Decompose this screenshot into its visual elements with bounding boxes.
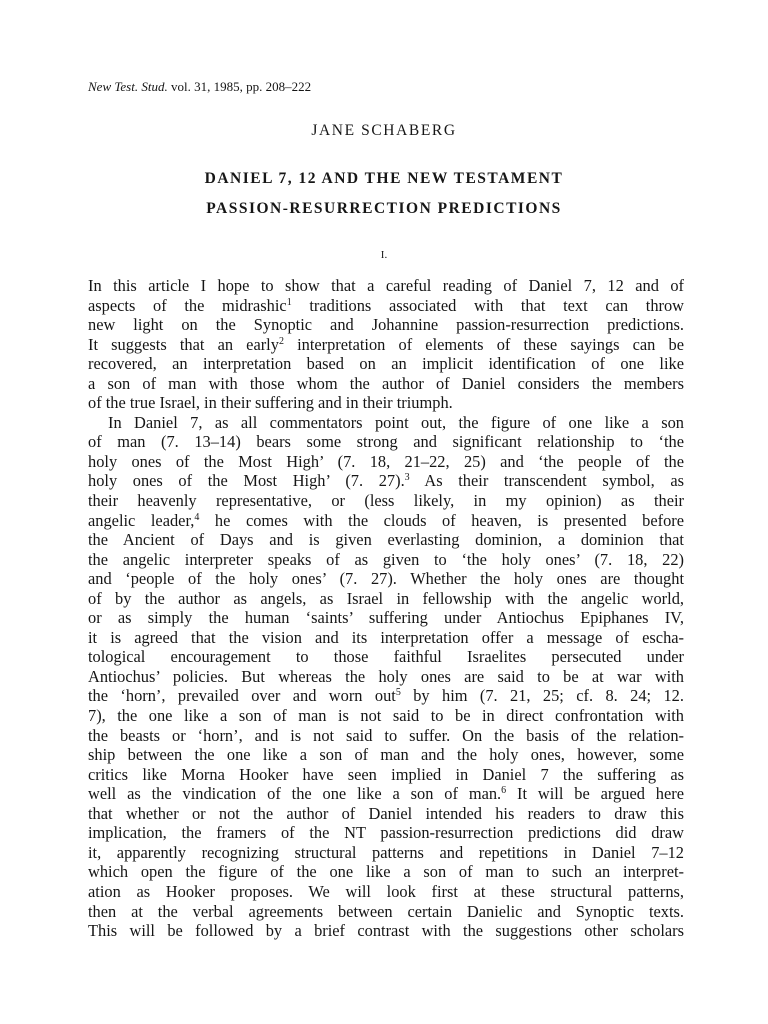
text-line: and ‘people of the holy ones’ (7. 27). Whether the holy ones are thought [88, 569, 684, 589]
text-line: of man (7. 13–14) bears some strong and significant relationship to ‘the [88, 432, 684, 452]
text-line: well as the vindication of the one like a son of man.$^6$ It will be argued here [88, 784, 684, 804]
text-line: a son of man with those whom the author of Daniel considers the members [88, 373, 684, 393]
text-line: the beasts or ‘horn’, and is not said to suffer. On the basis of the relation- [88, 725, 684, 745]
article-title-line-1: DANIEL 7, 12 AND THE NEW TESTAMENT [204, 170, 564, 187]
journal-citation [88, 79, 311, 95]
text-line: critics like Morna Hooker have seen implied in Daniel 7 the suffering as [88, 764, 684, 784]
text-line: the ‘horn’, prevailed over and worn out$^5$ by him (7. 21, 25; cf. 8. 24; 12. [88, 686, 684, 706]
text-line: aspects of the midrashic$^1$ traditions associated with that text can throw [88, 295, 684, 315]
text-line: holy ones of the Most High’ (7. 18, 21–22, 25) and ‘the people of the [88, 451, 684, 471]
text-line: of the true Israel, in their suffering and in their triumph. [88, 393, 453, 413]
text-line: In Daniel 7, as all commentators point out, the figure of one like a son [108, 412, 684, 432]
section-number: I. [380, 249, 388, 261]
text-line: This will be followed by a brief contrast with the suggestions other scholars [88, 921, 684, 941]
text-line: ship between the one like a son of man and the holy ones, however, some [88, 745, 684, 765]
text-line: recovered, an interpretation based on an implicit identification of one like [88, 354, 684, 374]
footnote-marker: 3 [404, 472, 410, 484]
footnote-marker: 4 [194, 511, 200, 523]
text-line: Antiochus’ policies. But whereas the holy ones are said to be at war with [88, 666, 684, 686]
text-line: holy ones of the Most High’ (7. 27).$^3$ As their transcendent symbol, as [88, 471, 684, 491]
text-line: It suggests that an early$^2$ interpretation of elements of these sayings can be [88, 334, 684, 354]
footnote-marker: 6 [501, 785, 507, 797]
journal-volume-pages: vol. 31, 1985, pp. 208–222 [167, 79, 312, 94]
text-line: it is agreed that the vision and its interpretation offer a message of escha- [88, 627, 684, 647]
text-line: the angelic interpreter speaks of as given to ‘the holy ones’ (7. 18, 22) [88, 549, 684, 569]
text-line: In this article I hope to show that a careful reading of Daniel 7, 12 and of [88, 276, 684, 295]
text-line: ation as Hooker proposes. We will look first at these structural patterns, [88, 881, 684, 901]
text-line: 7), the one like a son of man is not said to be in direct confrontation with [88, 706, 684, 726]
journal-name: New Test. Stud. [88, 79, 168, 94]
article-title-line-2: PASSION-RESURRECTION PREDICTIONS [206, 200, 562, 217]
footnote-marker: 2 [278, 335, 284, 347]
text-line: it, apparently recognizing structural patterns and repetitions in Daniel 7–12 [88, 842, 684, 862]
text-line: the Ancient of Days and is given everlasting dominion, a dominion that [88, 530, 684, 550]
text-line: new light on the Synoptic and Johannine passion-resurrection predictions. [88, 315, 684, 335]
text-line: tological encouragement to those faithful Israelites persecuted under [88, 647, 684, 667]
article-body [88, 276, 684, 941]
text-line: then at the verbal agreements between certain Danielic and Synoptic texts. [88, 901, 684, 921]
footnote-marker: 5 [395, 687, 401, 699]
text-line: implication, the framers of the NT passion-resurrection predictions did draw [88, 823, 684, 843]
text-line: which open the figure of the one like a son of man to such an interpret- [88, 862, 684, 882]
author-name: JANE SCHABERG [311, 122, 457, 139]
text-line: of by the author as angels, as Israel in fellowship with the angelic world, [88, 588, 684, 608]
text-line: their heavenly representative, or (less likely, in my opinion) as their [88, 491, 684, 511]
text-line: or as simply the human ‘saints’ suffering under Antiochus Epiphanes IV, [88, 608, 684, 628]
footnote-marker: 1 [286, 296, 292, 308]
text-line: that whether or not the author of Daniel intended his readers to draw this [88, 803, 684, 823]
text-line: angelic leader,$^4$ he comes with the clouds of heaven, is presented before [88, 510, 684, 530]
